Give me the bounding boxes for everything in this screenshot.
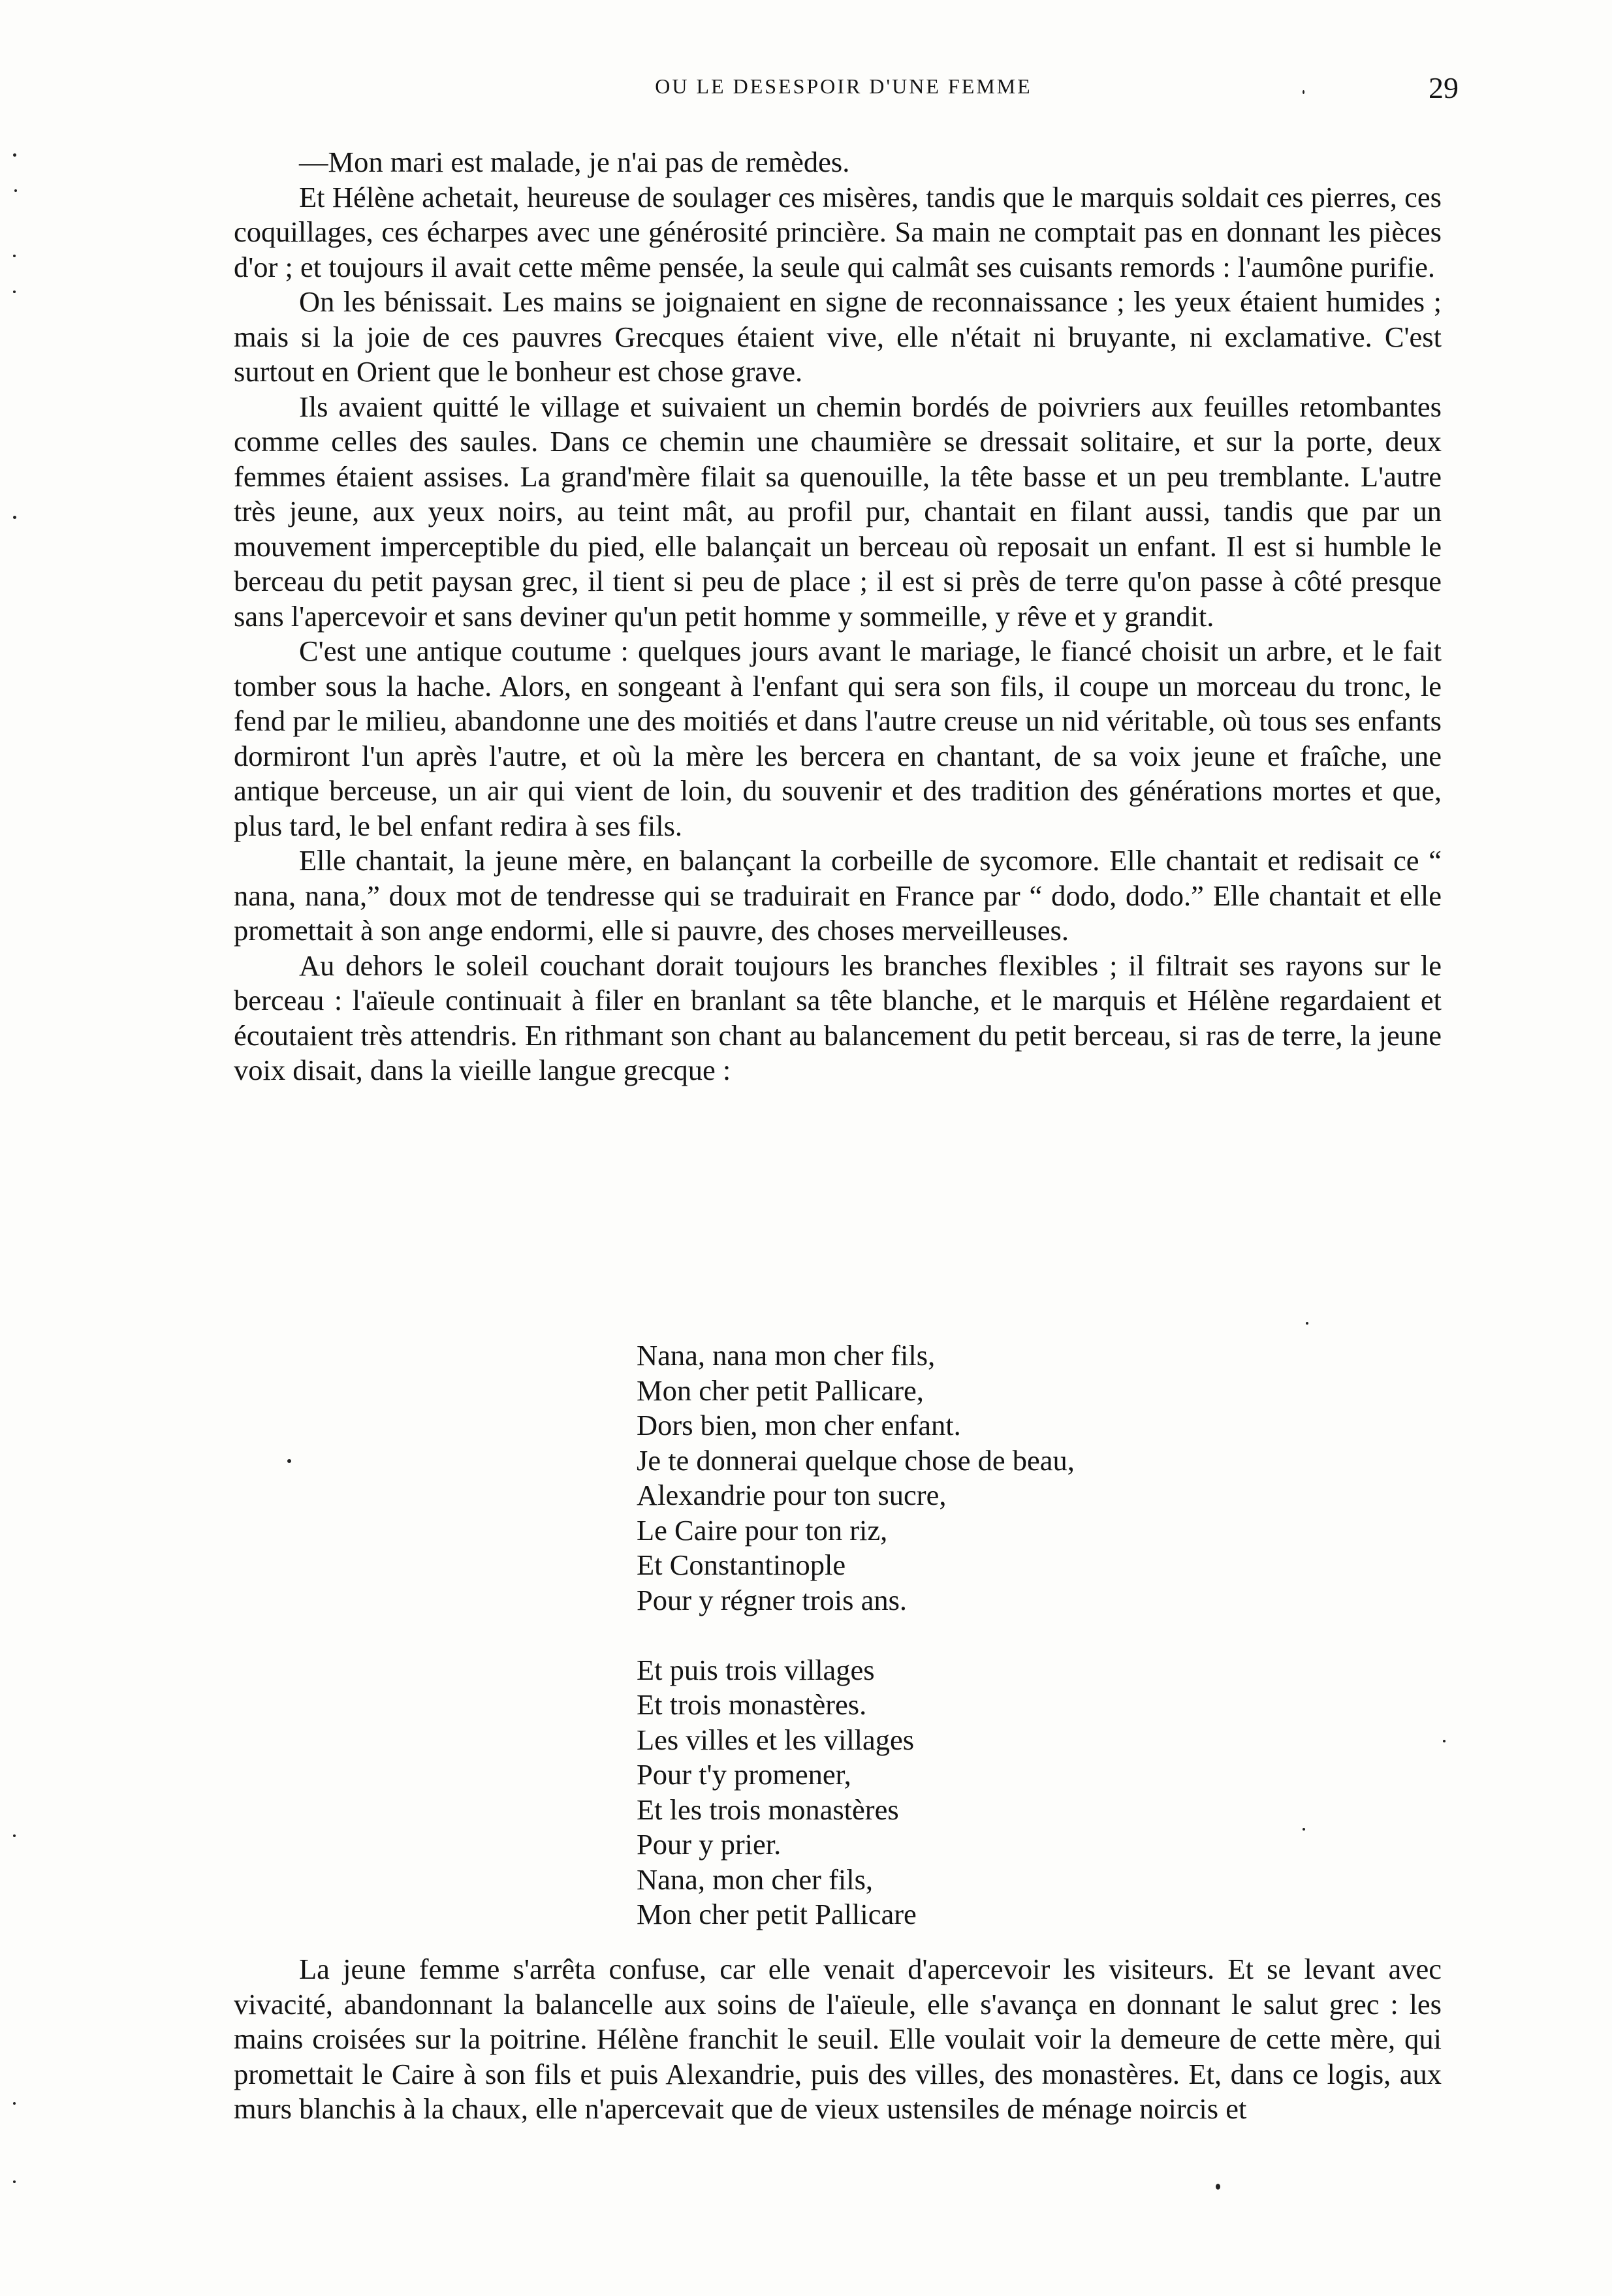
poem-line: Et les trois monastères: [637, 1793, 899, 1826]
scan-speck: [1303, 1828, 1305, 1831]
closing-text: [234, 1952, 1442, 2127]
poem-line: Mon cher petit Pallicare,: [637, 1374, 924, 1407]
paragraph: C'est une antique coutume : quelques jours avant le mariage, le fiancé choisit un arbre, et le fait tomber sous la hache. Alors, en songeant à l'enfant qui sera son fils, il coupe un morceau du tronc, le fend par le milieu, abandonne une des moitiés et dans l'autre creuse un nid véritable, où tous ses enfants dormiront l'un après l'autre, et où la mère les bercera en chantant, de sa voix jeune et fraîche, une antique berceuse, un air qui vient de loin, du souvenir et des tradition des générations mortes et que, plus tard, le bel enfant redira à ses fils.: [234, 635, 1442, 842]
poem-line: Je te donnerai quelque chose de beau,: [637, 1443, 1075, 1477]
paragraph: —Mon mari est malade, je n'ai pas de remèdes.: [299, 146, 850, 178]
scan-speck: [13, 2180, 16, 2183]
page-header: [229, 71, 1459, 110]
page-number: 29: [1429, 71, 1459, 104]
scan-speck: [1303, 90, 1304, 94]
poem-line: Pour y prier.: [637, 1828, 782, 1861]
paragraph: Ils avaient quitté le village et suivaient un chemin bordés de poivriers aux feuilles retombantes comme celles des saules. Dans ce chemin une chaumière se dressait solitaire, et sur la porte, deux femmes étaient assises. La grand'mère filait sa quenouille, la tête basse et un peu tremblante. L'autre très jeune, aux yeux noirs, au teint mât, au profil pur, chantait en filant aussi, tandis que par un mouvement imperceptible du pied, elle balançait un berceau où reposait un enfant. Il est si humble le berceau du petit paysan grec, il tient si peu de place ; il est si près de terre qu'on passe à côté presque sans l'apercevoir et sans deviner qu'un petit homme y sommeille, y rêve et y grandit.: [234, 390, 1442, 633]
paragraph: On les bénissait. Les mains se joignaient en signe de reconnaissance ; les yeux étaient humides ; mais si la joie de ces pauvres Grecques étaient vive, elle n'était ni bruyante, ni exclamative. C'est surtout en Orient que le bonheur est chose grave.: [234, 285, 1442, 388]
poem-line: Mon cher petit Pallicare: [637, 1898, 917, 1930]
poem-line: Alexandrie pour ton sucre,: [637, 1479, 947, 1511]
poem-line: Et puis trois villages: [637, 1653, 875, 1686]
lullaby-poem: [637, 1338, 1075, 1932]
poem-stanza: [637, 1653, 1075, 1932]
scan-speck: [13, 2102, 16, 2105]
scan-speck: [1216, 2184, 1220, 2190]
scan-speck: [1443, 1740, 1446, 1742]
body-text: [234, 145, 1442, 1088]
scan-speck: [13, 516, 16, 519]
poem-line: Et trois monastères.: [637, 1688, 867, 1721]
scan-speck: [13, 255, 16, 257]
scan-speck: [13, 153, 16, 157]
poem-line: Nana, mon cher fils,: [637, 1863, 874, 1896]
paragraph: Et Hélène achetait, heureuse de soulager ces misères, tandis que le marquis soldait ces pierres, ces coquillages, ces écharpes avec une générosité princière. Sa main ne comptait pas en donnant les pièces d'or ; et toujours il avait cette même pensée, la seule qui calmât ses cuisants remords : l'aumône purifie.: [234, 180, 1442, 283]
scan-speck: [13, 291, 16, 293]
poem-line: Et Constantinople: [637, 1549, 846, 1581]
scan-speck: [1306, 1322, 1308, 1325]
running-title: OU LE DESESPOIR D'UNE FEMME: [655, 74, 1032, 98]
poem-line: Pour t'y promener,: [637, 1758, 851, 1791]
poem-line: Dors bien, mon cher enfant.: [637, 1409, 961, 1441]
scan-speck: [13, 1834, 16, 1837]
poem-line: Pour y régner trois ans.: [637, 1583, 908, 1616]
poem-line: Le Caire pour ton riz,: [637, 1513, 888, 1547]
poem-line: Les villes et les villages: [637, 1723, 915, 1756]
paragraph: La jeune femme s'arrêta confuse, car elle venait d'apercevoir les visiteurs. Et se levant avec vivacité, abandonnant la balancelle aux soins de l'aïeule, elle s'avança en donnant le salut grec : les mains croisées sur la poitrine. Hélène franchit le seuil. Elle voulait voir la demeure de cette mère, qui promettait le Caire à son fils et puis Alexandrie, puis des villes, des monastères. Et, dans ce logis, aux murs blanchis à la chaux, elle n'apercevait que de vieux ustensiles de ménage noircis et: [234, 1953, 1442, 2125]
paragraph: Au dehors le soleil couchant dorait toujours les branches flexibles ; il filtrait ses rayons sur le berceau : l'aïeule continuait à filer en branlant sa tête blanche, et le marquis et Hélène regardaient et écoutaient très attendris. En rithmant son chant au balancement du petit berceau, si ras de terre, la jeune voix disait, dans la vieille langue grecque :: [234, 949, 1442, 1086]
paragraph: Elle chantait, la jeune mère, en balançant la corbeille de sycomore. Elle chantait et redisait ce “ nana, nana,” doux mot de tendresse qui se traduirait en France par “ dodo, dodo.” Elle chantait et elle promettait à son ange endormi, elle si pauvre, des choses merveilleuses.: [234, 844, 1442, 947]
poem-stanza: [637, 1338, 1075, 1618]
poem-line: Nana, nana mon cher fils,: [637, 1339, 936, 1372]
scan-speck: [287, 1459, 291, 1463]
scan-speck: [14, 189, 17, 192]
